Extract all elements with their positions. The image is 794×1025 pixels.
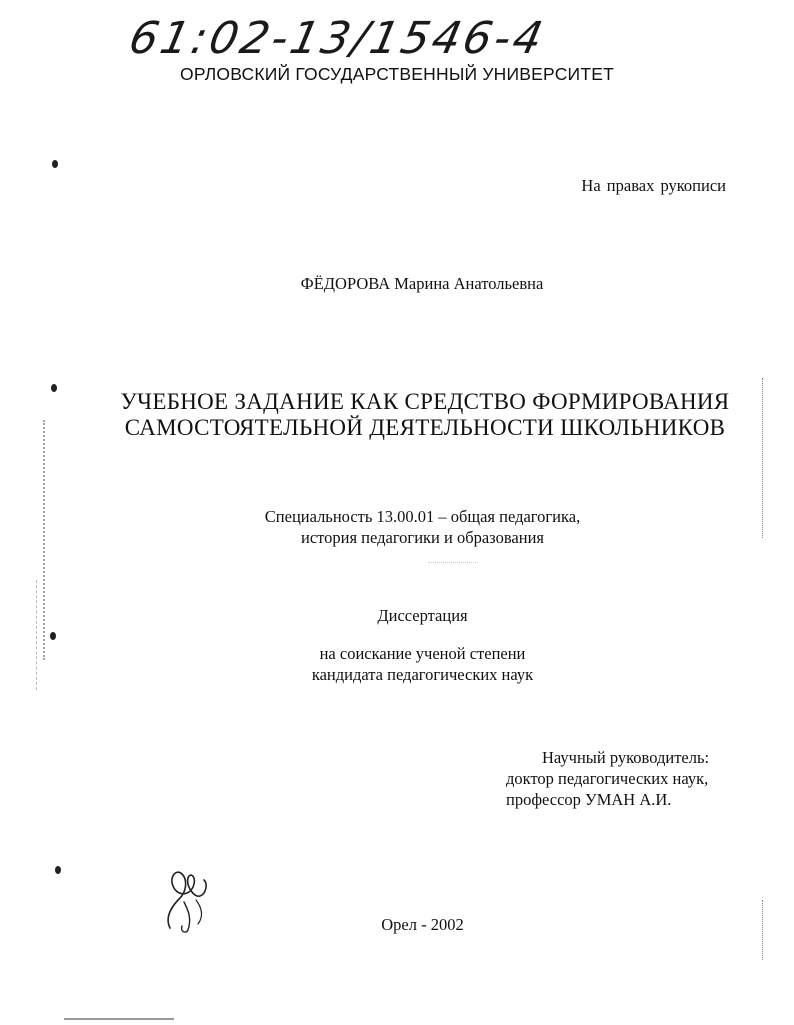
punch-hole-icon [55,866,61,874]
supervisor-block [506,747,709,810]
rights-note: На правах рукописи [581,176,726,195]
title-line-1: УЧЕБНОЕ ЗАДАНИЕ КАК СРЕДСТВО ФОРМИРОВАНИЯ [120,389,730,414]
bottom-edge-artifact [64,1018,174,1020]
signature-icon [158,858,218,938]
degree-block [0,643,794,685]
university-name: ОРЛОВСКИЙ ГОСУДАРСТВЕННЫЙ УНИВЕРСИТЕТ [180,64,614,84]
supervisor-degree: доктор педагогических наук, [506,769,709,788]
scan-edge-artifact [762,900,764,960]
archive-code-handwritten: 61:02-13/1546-4 [124,13,550,64]
specialty-block [0,506,794,548]
degree-line-1: на соискание ученой степени [319,644,526,663]
degree-line-2: кандидата педагогических наук [311,665,534,684]
supervisor-name: профессор УМАН А.И. [506,790,672,809]
dissertation-title [0,389,794,441]
specialty-line-2: история педагогики и образования [300,528,544,547]
scan-edge-artifact [762,378,764,538]
city-year: Орел - 2002 [381,915,464,934]
punch-hole-icon [52,160,58,168]
punch-hole-icon [51,384,57,392]
specialty-line-1: Специальность 13.00.01 – общая педагогика, [264,507,581,526]
supervisor-label: Научный руководитель: [542,748,710,767]
author-name: ФЁДОРОВА Марина Анатольевна [300,274,544,293]
scan-noise-artifact [428,562,478,579]
title-line-2: САМОСТОЯТЕЛЬНОЙ ДЕЯТЕЛЬНОСТИ ШКОЛЬНИКОВ [124,415,726,440]
punch-hole-icon [50,632,56,640]
binding-edge-artifact [43,420,47,660]
binding-edge-artifact [36,580,38,690]
document-type: Диссертация [377,606,468,625]
